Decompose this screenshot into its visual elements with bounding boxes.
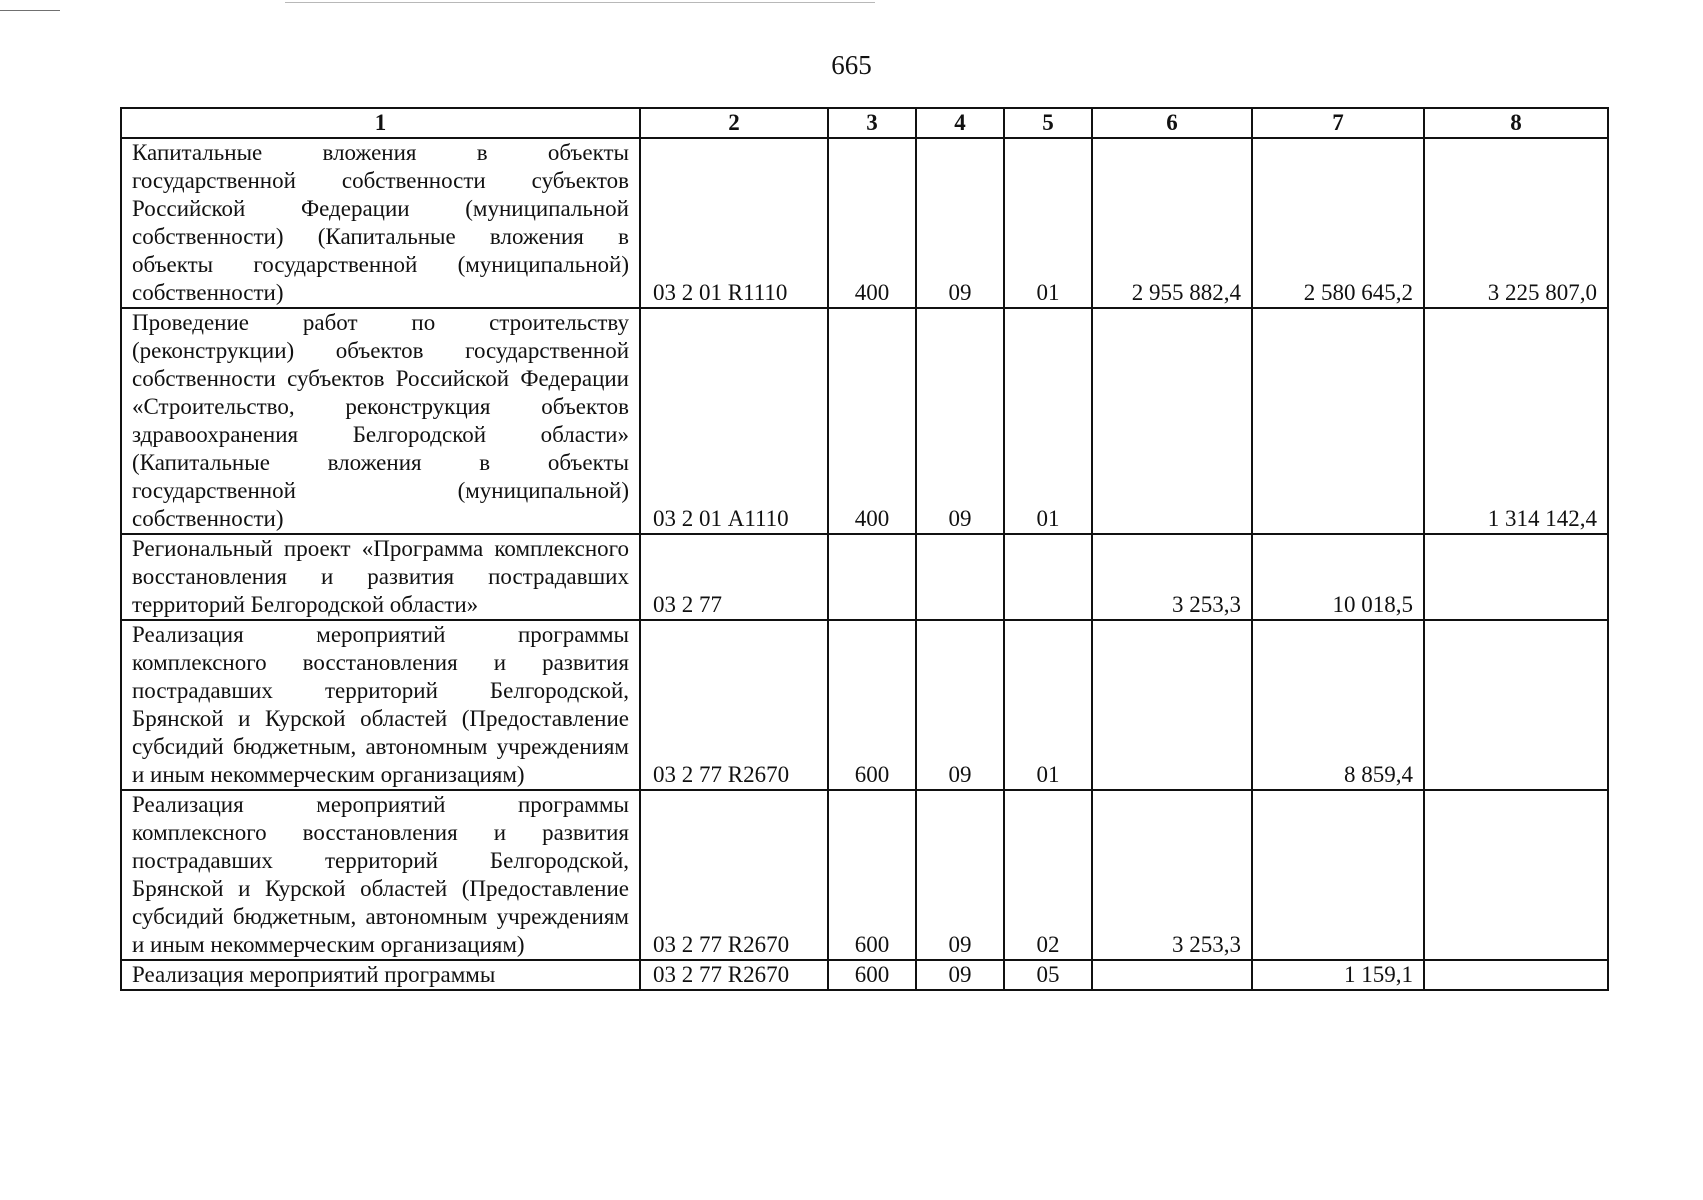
- row-col7: 2 580 645,2: [1252, 138, 1424, 308]
- column-header: 3: [828, 108, 916, 138]
- row-col8: 3 225 807,0: [1424, 138, 1608, 308]
- table-row: [121, 308, 1608, 534]
- row-col5: 01: [1004, 620, 1092, 790]
- row-col5: [1004, 534, 1092, 620]
- row-col3: 600: [828, 790, 916, 960]
- row-col8: [1424, 790, 1608, 960]
- row-col4: 09: [916, 960, 1004, 990]
- row-code: 03 2 77 R2670: [640, 790, 828, 960]
- row-col3: 400: [828, 308, 916, 534]
- row-description: Реализация мероприятий программы: [121, 960, 640, 990]
- row-col3: 600: [828, 960, 916, 990]
- row-col4: [916, 534, 1004, 620]
- row-code: 03 2 77 R2670: [640, 620, 828, 790]
- table-row: [121, 620, 1608, 790]
- column-header: 5: [1004, 108, 1092, 138]
- row-col5: 01: [1004, 138, 1092, 308]
- row-code: 03 2 01 А1110: [640, 308, 828, 534]
- row-col8: [1424, 620, 1608, 790]
- row-col4: 09: [916, 308, 1004, 534]
- row-col7: 1 159,1: [1252, 960, 1424, 990]
- column-header: 8: [1424, 108, 1608, 138]
- row-col6: 3 253,3: [1092, 790, 1252, 960]
- budget-table: [120, 107, 1609, 991]
- row-col6: 2 955 882,4: [1092, 138, 1252, 308]
- table-row: [121, 534, 1608, 620]
- column-header: 2: [640, 108, 828, 138]
- column-header: 4: [916, 108, 1004, 138]
- row-col8: 1 314 142,4: [1424, 308, 1608, 534]
- row-col5: 01: [1004, 308, 1092, 534]
- row-description: Проведение работ по строительству (реконструкции) объектов государственной собственности субъектов Российской Федерации «Строительство, реконструкция объектов здравоохранения Белгородской области» (Капитальные вложения в объекты государственной (муниципальной) собственности): [121, 308, 640, 534]
- column-header: 7: [1252, 108, 1424, 138]
- table-row: [121, 960, 1608, 990]
- row-col8: [1424, 960, 1608, 990]
- row-col7: [1252, 308, 1424, 534]
- row-description: Капитальные вложения в объекты государственной собственности субъектов Российской Федерации (муниципальной собственности) (Капитальные вложения в объекты государственной (муниципальной) собственности): [121, 138, 640, 308]
- scan-artifact-line: [285, 2, 875, 3]
- row-col3: 600: [828, 620, 916, 790]
- row-col6: 3 253,3: [1092, 534, 1252, 620]
- scan-artifact-line: [0, 10, 60, 11]
- row-code: 03 2 77 R2670: [640, 960, 828, 990]
- table-row: [121, 790, 1608, 960]
- row-col5: 02: [1004, 790, 1092, 960]
- column-header: 6: [1092, 108, 1252, 138]
- row-col7: [1252, 790, 1424, 960]
- table-row: [121, 138, 1608, 308]
- row-col3: 400: [828, 138, 916, 308]
- row-description: Реализация мероприятий программы комплексного восстановления и развития пострадавших территорий Белгородской, Брянской и Курской областей (Предоставление субсидий бюджетным, автономным учреждениям и иным некоммерческим организациям): [121, 790, 640, 960]
- row-col8: [1424, 534, 1608, 620]
- table-header-row: [121, 108, 1608, 138]
- row-code: 03 2 77: [640, 534, 828, 620]
- row-description: Реализация мероприятий программы комплексного восстановления и развития пострадавших территорий Белгородской, Брянской и Курской областей (Предоставление субсидий бюджетным, автономным учреждениям и иным некоммерческим организациям): [121, 620, 640, 790]
- row-col4: 09: [916, 138, 1004, 308]
- row-col7: 10 018,5: [1252, 534, 1424, 620]
- row-col6: [1092, 960, 1252, 990]
- row-col6: [1092, 620, 1252, 790]
- row-col3: [828, 534, 916, 620]
- row-col7: 8 859,4: [1252, 620, 1424, 790]
- row-description: Региональный проект «Программа комплексного восстановления и развития пострадавших территорий Белгородской области»: [121, 534, 640, 620]
- row-code: 03 2 01 R1110: [640, 138, 828, 308]
- page-number: 665: [831, 50, 872, 80]
- column-header: 1: [121, 108, 640, 138]
- row-col4: 09: [916, 620, 1004, 790]
- row-col5: 05: [1004, 960, 1092, 990]
- row-col6: [1092, 308, 1252, 534]
- row-col4: 09: [916, 790, 1004, 960]
